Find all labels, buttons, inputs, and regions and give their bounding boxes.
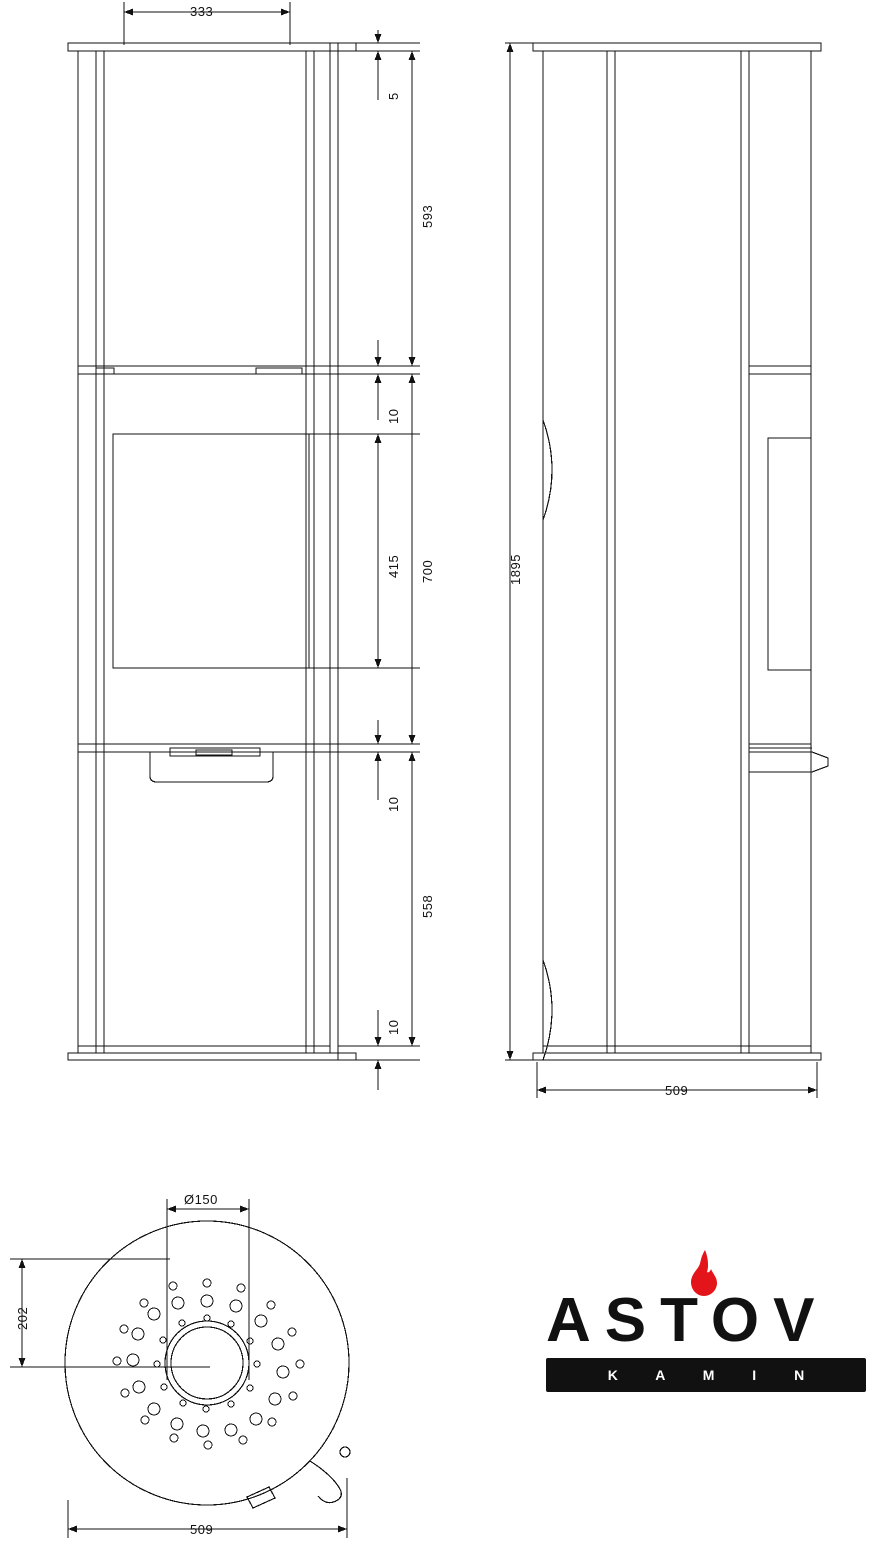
dim-front-top-gap: [375, 30, 382, 100]
dim-label-front-gap-lower: 10: [386, 796, 401, 812]
dim-label-side-total-height: 1895: [508, 554, 523, 585]
dim-label-front-width: 333: [190, 4, 214, 19]
side-view-outline: [533, 43, 828, 1060]
dim-label-front-upper-section: 593: [420, 204, 435, 228]
dim-front-lower-section: [409, 752, 416, 1046]
dim-front-mid-section: [409, 374, 416, 744]
front-view-outline: [68, 43, 356, 1060]
dim-top-offset: [10, 1259, 210, 1367]
brand-subtitle: K A M I N: [607, 1367, 822, 1383]
dim-label-top-diameter: 509: [190, 1522, 214, 1537]
dim-label-top-flue-diameter: Ø150: [184, 1192, 218, 1207]
dim-label-top-offset: 202: [15, 1306, 30, 1330]
brand-logo: [536, 1246, 876, 1421]
dim-label-front-lower-section: 558: [420, 894, 435, 918]
top-view-outline: [65, 1221, 350, 1508]
top-view-perforations: [113, 1279, 304, 1449]
front-extension-lines: [309, 43, 420, 1060]
dim-front-gap-lower: [375, 720, 382, 800]
dim-front-base-gap: [375, 1010, 382, 1090]
dim-label-side-depth: 509: [665, 1083, 689, 1098]
dim-label-front-top-gap: 5: [386, 92, 401, 100]
dim-top-flue-diameter: [167, 1199, 249, 1380]
dim-label-front-door-height: 415: [386, 554, 401, 578]
dim-front-upper-section: [409, 51, 416, 366]
dim-label-front-base-gap: 10: [386, 1019, 401, 1035]
brand-name: ASTOV: [546, 1286, 829, 1355]
dim-front-gap-upper: [375, 340, 382, 420]
dim-side-total-height: [505, 43, 533, 1060]
dim-label-front-mid-section: 700: [420, 559, 435, 583]
dim-front-door-height: [375, 434, 382, 668]
dim-label-front-gap-upper: 10: [386, 408, 401, 424]
